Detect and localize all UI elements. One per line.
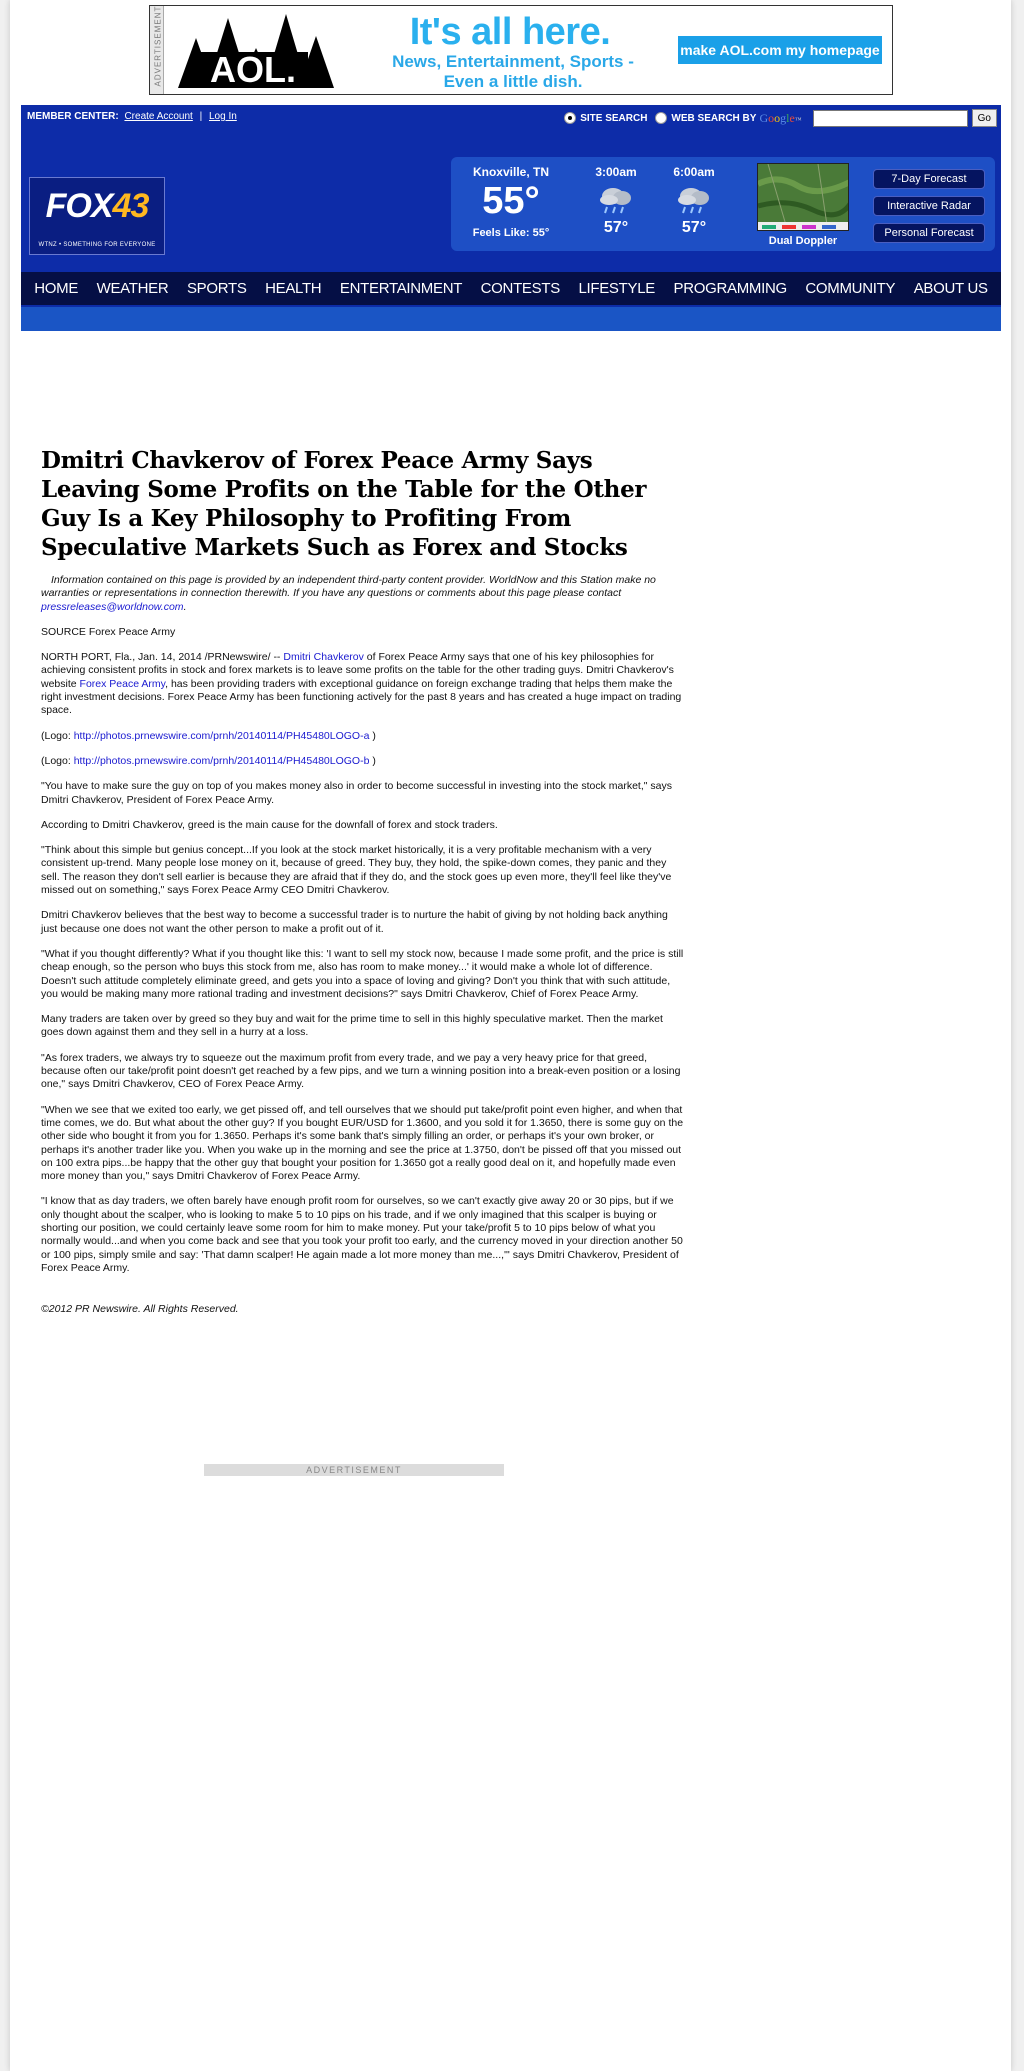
sub-nav-bar — [21, 307, 1001, 331]
article-source: SOURCE Forex Peace Army — [41, 625, 176, 638]
weather-slot-time: 6:00am — [673, 165, 715, 179]
logo-a-line: (Logo: http://photos.prnewswire.com/prnh/20140114/PH45480LOGO-a ) — [41, 729, 376, 742]
interactive-radar-button[interactable]: Interactive Radar — [873, 196, 985, 216]
personal-forecast-button[interactable]: Personal Forecast — [873, 223, 985, 243]
logo-a-link[interactable]: http://photos.prnewswire.com/prnh/20140114/PH45480LOGO-a — [73, 729, 370, 742]
search-area — [564, 109, 997, 127]
web-search-label: WEB SEARCH BY — [671, 112, 757, 124]
article-paragraph: According to Dmitri Chavkerov, greed is the main cause for the downfall of forex and stock traders. — [41, 818, 498, 831]
nav-about-us[interactable]: ABOUT US — [913, 280, 988, 297]
article-paragraph: Many traders are taken over by greed so they buy and wait for the prime time to sell in this highly speculative market. Then the market goes down against them and they sell in a hurry at a loss. — [41, 1013, 663, 1039]
nav-entertainment[interactable]: ENTERTAINMENT — [339, 280, 463, 297]
article-paragraph: "What if you thought differently? What if you thought like this: 'I want to sell my stock now, because I made some profit, and the price is still cheap enough, so the person who buys this stock from me, also has room to make money...' it would make a whole lot of difference. Doesn't such attitude completely eliminate greed, and gets you into a space of loving and giving? Don't you think that with such attitude, you would be making many more rational trading and investment decisions?" says Dmitri Chavkerov, Chief of Forex Peace Army. — [41, 947, 684, 1000]
member-center-bar — [27, 111, 237, 122]
article-disclaimer: Information contained on this page is provided by an independent third-party content provider. WorldNow and this Station make no warranties or representations in connection therewith. If you have any questions or comments about this page please contact pressreleases@worldnow.com. — [41, 574, 656, 613]
nav-sports[interactable]: SPORTS — [186, 280, 247, 297]
weather-city: Knoxville, TN — [472, 165, 549, 179]
ad-subline-2: Even a little dish. — [443, 72, 583, 91]
nav-community[interactable]: COMMUNITY — [805, 280, 896, 297]
aol-logo-icon — [168, 8, 338, 92]
press-email-link[interactable]: pressreleases@worldnow.com — [41, 600, 184, 613]
seven-day-forecast-button[interactable]: 7-Day Forecast — [873, 169, 985, 189]
nav-health[interactable]: HEALTH — [265, 280, 322, 297]
article-paragraph: "You have to make sure the guy on top of you makes money also in order to become successful in investing into the stock market," says Dmitri Chavkerov, President of Forex Peace Army. — [41, 780, 672, 806]
page — [10, 0, 1011, 2071]
article-paragraph: "When we see that we exited too early, we get pissed off, and tell ourselves that we should put take/profit point even higher, and when that time comes, we do. But what about the other guy? If you bought EUR/USD for 1.3600, and you sold it for 1.3650, there is some guy on the other side who bought it from you for 1.3650. Perhaps it's some bank that's simply filling an order, or perhaps it's your own broker, or perhaps it's another trader like you. When you wake up in the morning and see the price at 1.3750, don't be pissed off that you missed out on 100 extra pips...be happy that the other guy that bought your position for 1.3650 got a really good deal on it, and hopefully made even more money than you," says Dmitri Chavkerov of Forex Peace Army. — [41, 1103, 684, 1183]
member-separator: | — [199, 111, 203, 122]
nav-programming[interactable]: PROGRAMMING — [673, 280, 787, 297]
ad-side-tab — [150, 6, 164, 94]
weather-current-temp: 55° — [482, 180, 540, 222]
site-header — [21, 105, 1001, 331]
google-logo: Google™ — [759, 110, 802, 125]
site-search-option[interactable] — [564, 112, 647, 124]
dmitri-chavkerov-link[interactable]: Dmitri Chavkerov — [283, 651, 364, 664]
fox43-logo-mark: FOX43 — [45, 187, 149, 225]
rain-cloud-icon — [597, 182, 635, 216]
create-account-link[interactable]: Create Account — [124, 111, 193, 122]
logo-b-link[interactable]: http://photos.prnewswire.com/prnh/20140114/PH45480LOGO-b — [73, 754, 370, 767]
weather-slot-temp: 57° — [681, 219, 707, 236]
weather-feels-like: Feels Like: 55° — [472, 227, 550, 239]
forex-peace-army-link[interactable]: Forex Peace Army — [79, 677, 166, 690]
nav-weather[interactable]: WEATHER — [96, 280, 169, 297]
ad-subline-1: News, Entertainment, Sports - — [392, 52, 634, 71]
log-in-link[interactable]: Log In — [209, 111, 237, 122]
weather-slot-1 — [581, 165, 651, 237]
advertisement-label: ADVERTISEMENT — [204, 1464, 504, 1476]
article-paragraph: "As forex traders, we always try to squeeze out the maximum profit from every trade, and we pay a very heavy price for that greed, because often our take/profit point doesn't get reached by a few pips, and we turn a winning position into a break-even position or a losing one," says Dmitri Chavkerov, CEO of Forex Peace Army. — [41, 1051, 681, 1091]
weather-slot-temp: 57° — [603, 219, 629, 236]
main-nav — [21, 272, 1001, 305]
weather-slot-2 — [659, 165, 729, 237]
fox43-logo[interactable] — [29, 177, 165, 255]
radar-label: Dual Doppler — [768, 235, 838, 247]
member-center-label: MEMBER CENTER: — [27, 111, 119, 122]
site-search-label: SITE SEARCH — [580, 112, 648, 124]
ad-cta-button[interactable]: make AOL.com my homepage — [678, 36, 882, 64]
fox43-logo-tagline: WTNZ • SOMETHING FOR EVERYONE — [38, 242, 156, 248]
nav-home[interactable]: HOME — [34, 280, 79, 297]
aol-ad-banner[interactable] — [149, 5, 893, 95]
rain-cloud-icon — [675, 182, 713, 216]
web-search-radio[interactable] — [655, 112, 667, 124]
article-paragraph: Dmitri Chavkerov believes that the best way to become a successful trader is to nurture the habit of giving by not holding back anything just because one does not want the other person to make a profit out of it. — [41, 909, 668, 935]
radar-map-thumbnail[interactable] — [757, 163, 849, 231]
search-go-button[interactable]: Go — [972, 109, 997, 127]
article-paragraph-intro: NORTH PORT, Fla., Jan. 14, 2014 /PRNewswire/ -- Dmitri Chavkerov of Forex Peace Army says that one of his key philosophies for achieving consistent profits in stock and forex markets is to leave some profits on the table for the other trading guys. Dmitri Chavkerov's website Forex Peace Army, has been providing traders with exceptional guidance on foreign exchange trading that helps them make the right investment decisions. Forex Peace Army has been functioning actively for the past 8 years and has created a huge impact on trading space. — [41, 651, 682, 717]
nav-contests[interactable]: CONTESTS — [480, 280, 560, 297]
web-search-option[interactable] — [655, 111, 801, 126]
weather-widget — [451, 157, 995, 251]
ad-headline: It's all here. — [409, 11, 611, 53]
article-paragraph: "I know that as day traders, we often barely have enough profit room for ourselves, so we can't exactly give away 20 or 30 pips, but if we only thought about the scalper, who is looking to make 5 to 10 pips on his trade, and if we only imagined that this scalper is buying or shorting our position, we could certainly leave some room for him to make money. Put your take/profit 5 to 10 pips below of what you normally would...and when you come back and see that you took your profit too early, and the currency moved in your direction another 50 or 100 pips, simply smile and say: 'That damn scalper! He again made a lot more money than me...,'" says Dmitri Chavkerov, President of Forex Peace Army. — [41, 1195, 683, 1274]
article-headline: Dmitri Chavkerov of Forex Peace Army Says Leaving Some Profits on the Table for the Other Guy Is a Key Philosophy to Profiting From Speculative Markets Such as Forex and Stocks — [41, 447, 647, 561]
site-search-radio[interactable] — [564, 112, 576, 124]
aol-logo-text: AOL. — [210, 49, 296, 90]
article — [41, 446, 684, 1328]
logo-b-line: (Logo: http://photos.prnewswire.com/prnh/20140114/PH45480LOGO-b ) — [41, 754, 376, 767]
nav-lifestyle[interactable]: LIFESTYLE — [578, 280, 655, 297]
radar-map-icon — [758, 164, 849, 231]
article-paragraph: "Think about this simple but genius concept...If you look at the stock market historically, it is a very profitable mechanism with a very consistent up-trend. Many people lose money on it, because of greed. They buy, they hold, the spike-down comes, they panic and they sell. The reason they don't sell earlier is because they are afraid that if they do, and the stock goes up even more, they'll feel like they've missed out on something," says Forex Peace Army CEO Dmitri Chavkerov. — [41, 844, 672, 897]
search-input[interactable] — [813, 110, 968, 127]
ad-side-label: ADVERTISEMENT — [153, 5, 163, 87]
ad-subline — [378, 52, 648, 92]
article-copyright: ©2012 PR Newswire. All Rights Reserved. — [41, 1303, 239, 1316]
weather-slot-time: 3:00am — [595, 165, 637, 179]
